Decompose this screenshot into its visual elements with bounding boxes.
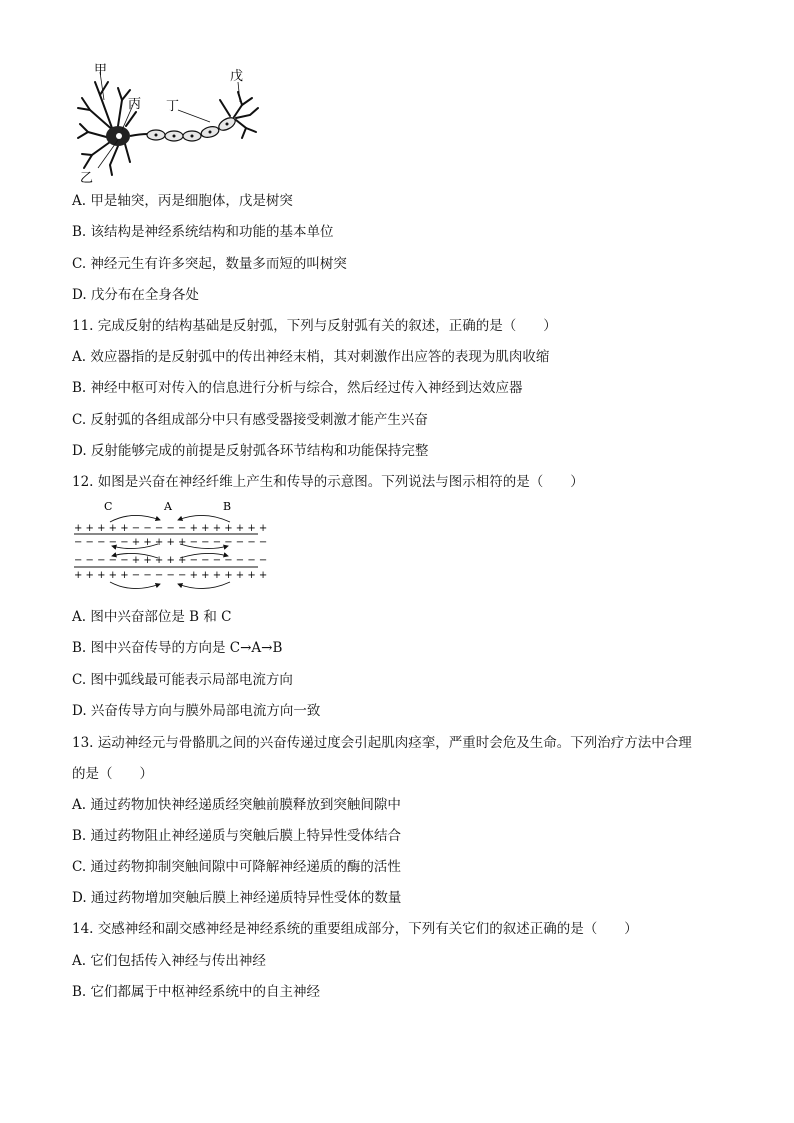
q10-option-a: A. 甲是轴突，丙是细胞体，戊是树突 <box>72 193 293 209</box>
q12-stem: 12. 如图是兴奋在神经纤维上产生和传导的示意图。下列说法与图示相符的是（ ） <box>72 474 584 490</box>
label-c: C <box>104 500 113 513</box>
q14-option-a: A. 它们包括传入神经与传出神经 <box>72 953 266 969</box>
q11-stem: 11. 完成反射的结构基础是反射弧，下列与反射弧有关的叙述，正确的是（ ） <box>72 318 557 334</box>
label-jia: 甲 <box>94 63 108 78</box>
label-wu: 戊 <box>230 69 244 84</box>
q13-option-d: D. 通过药物增加突触后膜上神经递质特异性受体的数量 <box>72 890 402 906</box>
q11-option-b: B. 神经中枢可对传入的信息进行分析与综合，然后经过传入神经到达效应器 <box>72 380 523 396</box>
q11-option-d: D. 反射能够完成的前提是反射弧各环节结构和功能保持完整 <box>72 443 429 459</box>
row3: − − − − − + + + + + − − − − − − − <box>74 555 268 566</box>
label-a: A <box>164 500 172 513</box>
q11-option-a: A. 效应器指的是反射弧中的传出神经末梢，其对刺激作出应答的表现为肌肉收缩 <box>72 349 550 365</box>
q11-option-c: C. 反射弧的各组成部分中只有感受器接受刺激才能产生兴奋 <box>72 412 428 428</box>
label-ding: 丁 <box>166 99 180 114</box>
nerve-fiber-figure <box>70 498 270 598</box>
q12-option-c: C. 图中弧线最可能表示局部电流方向 <box>72 672 293 688</box>
label-yi: 乙 <box>80 171 94 185</box>
q13-option-b: B. 通过药物阻止神经递质与突触后膜上特异性受体结合 <box>72 828 402 844</box>
row2: − − − − − + + + + + − − − − − − − <box>74 537 268 548</box>
q10-option-c: C. 神经元生有许多突起，数量多而短的叫树突 <box>72 256 347 272</box>
label-bing: 丙 <box>128 97 142 112</box>
q12-option-a: A. 图中兴奋部位是 B 和 C <box>72 609 232 625</box>
q14-option-b: B. 它们都属于中枢神经系统中的自主神经 <box>72 984 321 1000</box>
label-b: B <box>223 500 232 513</box>
q10-option-b: B. 该结构是神经系统结构和功能的基本单位 <box>72 224 334 240</box>
q14-stem: 14. 交感神经和副交感神经是神经系统的重要组成部分，下列有关它们的叙述正确的是（ ） <box>72 921 638 937</box>
q13-option-a: A. 通过药物加快神经递质经突触前膜释放到突触间隙中 <box>72 797 401 813</box>
q12-option-b: B. 图中兴奋传导的方向是 C→A→B <box>72 640 283 656</box>
neuron-figure <box>70 60 260 185</box>
q12-option-d: D. 兴奋传导方向与膜外局部电流方向一致 <box>72 703 321 719</box>
row4: + + + + + − − − − − + + + + + + + <box>74 570 268 581</box>
q13-stem-line2: 的是（ ） <box>72 766 153 782</box>
q10-option-d: D. 戊分布在全身各处 <box>72 287 199 303</box>
row1: + + + + + − − − − − + + + + + + + <box>74 523 268 534</box>
q13-stem-line1: 13. 运动神经元与骨骼肌之间的兴奋传递过度会引起肌肉痉挛，严重时会危及生命。下列治疗方法中合理 <box>72 735 692 751</box>
q13-option-c: C. 通过药物抑制突触间隙中可降解神经递质的酶的活性 <box>72 859 401 875</box>
